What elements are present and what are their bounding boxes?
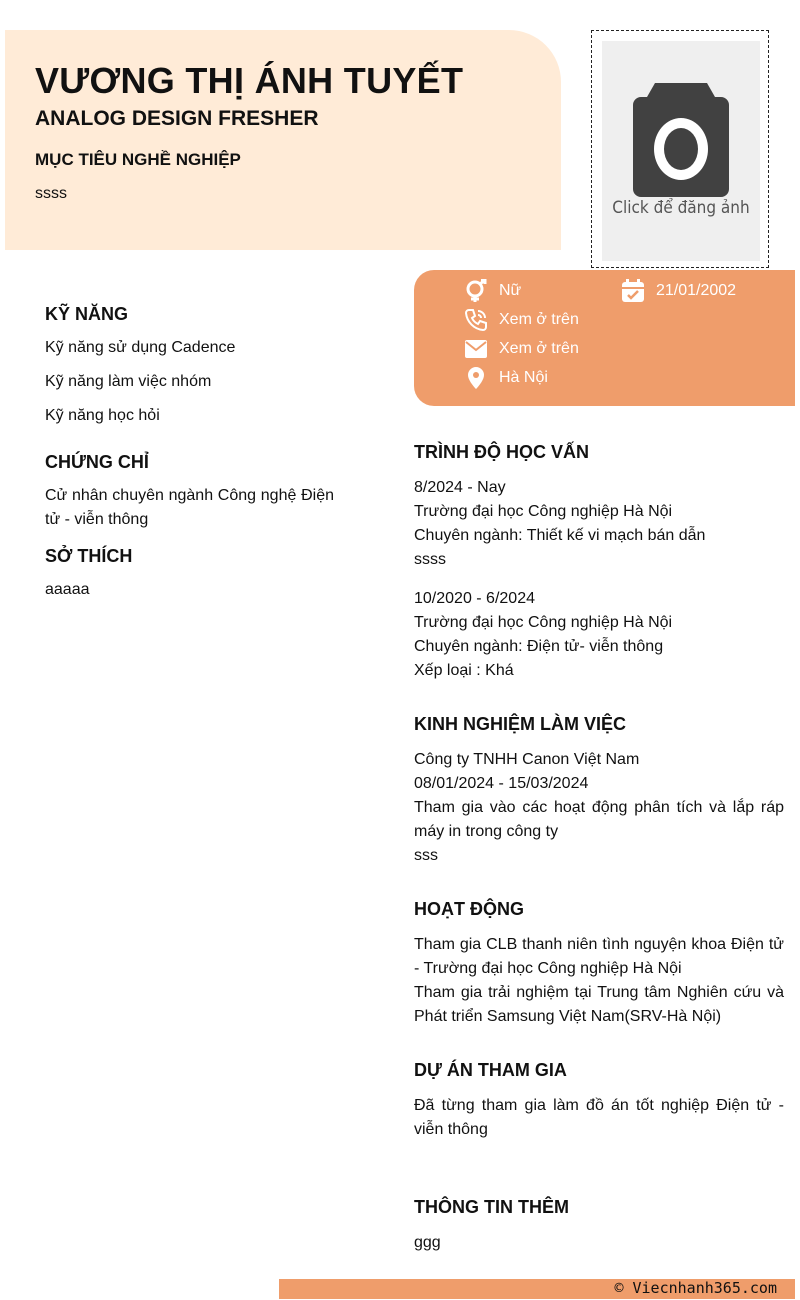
activity-item: Tham gia trải nghiệm tại Trung tâm Nghiên cứu và Phát triển Samsung Việt Nam(SRV-Hà Nội)	[414, 984, 784, 1025]
skill-item: Kỹ năng sử dụng Cadence	[45, 339, 236, 356]
hobbies-text: aaaaa	[45, 581, 90, 598]
map-pin-icon	[464, 366, 488, 390]
skills-heading: KỸ NĂNG	[45, 304, 129, 324]
activities-heading: HOẠT ĐỘNG	[414, 899, 524, 919]
objective-text: ssss	[35, 185, 67, 202]
education-major: Chuyên ngành: Thiết kế vi mạch bán dẫn	[414, 527, 706, 544]
photo-upload-button[interactable]	[602, 41, 760, 261]
extra-info-text: ggg	[414, 1234, 441, 1251]
gender-value: Nữ	[499, 282, 522, 299]
phone-row	[464, 308, 579, 332]
skill-item: Kỹ năng làm việc nhóm	[45, 373, 212, 390]
calendar-icon	[621, 279, 645, 303]
photo-frame	[591, 30, 769, 268]
education-major: Chuyên ngành: Điện tử- viễn thông	[414, 638, 664, 655]
phone-icon	[464, 308, 488, 332]
email-row	[464, 337, 579, 361]
extra-info-heading: THÔNG TIN THÊM	[414, 1197, 569, 1217]
experience-description: Tham gia vào các hoạt động phân tích và lắp ráp máy in trong công ty	[414, 799, 784, 840]
address-row	[464, 366, 548, 390]
personal-info-panel	[414, 270, 795, 406]
header-panel	[5, 30, 561, 250]
skill-item: Kỹ năng học hỏi	[45, 407, 160, 424]
education-school: Trường đại học Công nghiệp Hà Nội	[414, 614, 673, 631]
education-note: ssss	[414, 551, 446, 568]
copyright-text: © Viecnhanh365.com	[614, 1279, 777, 1297]
phone-value: Xem ở trên	[499, 311, 579, 328]
project-text: Đã từng tham gia làm đồ án tốt nghiệp Điện tử - viễn thông	[414, 1097, 784, 1138]
email-value: Xem ở trên	[499, 340, 579, 357]
footer-bar	[279, 1279, 795, 1299]
candidate-name: VƯƠNG THỊ ÁNH TUYẾT	[35, 60, 464, 101]
education-note: Xếp loại : Khá	[414, 662, 514, 679]
education-heading: TRÌNH ĐỘ HỌC VẤN	[414, 442, 589, 462]
hobbies-heading: SỞ THÍCH	[45, 546, 133, 566]
gender-icon	[464, 279, 488, 303]
photo-upload-label: Click để đăng ảnh	[612, 198, 750, 218]
education-school: Trường đại học Công nghiệp Hà Nội	[414, 503, 673, 520]
objective-heading: MỤC TIÊU NGHỀ NGHIỆP	[35, 150, 241, 169]
envelope-icon	[464, 337, 488, 361]
birthday-row	[621, 279, 736, 303]
projects-heading: DỰ ÁN THAM GIA	[414, 1060, 567, 1080]
experience-company: Công ty TNHH Canon Việt Nam	[414, 751, 640, 768]
experience-heading: KINH NGHIỆM LÀM VIỆC	[414, 714, 627, 734]
experience-note: sss	[414, 847, 438, 864]
education-period: 10/2020 - 6/2024	[414, 590, 535, 607]
activity-item: Tham gia CLB thanh niên tình nguyện khoa Điện tử - Trường đại học Công nghiệp Hà Nội	[414, 936, 784, 977]
birthday-value: 21/01/2002	[656, 282, 737, 299]
address-value: Hà Nội	[499, 369, 548, 386]
experience-period: 08/01/2024 - 15/03/2024	[414, 775, 589, 792]
certificates-heading: CHỨNG CHỈ	[45, 452, 149, 472]
certificate-text: Cử nhân chuyên ngành Công nghệ Điện tử - viễn thông	[45, 487, 334, 528]
gender-row	[464, 279, 521, 303]
job-position: ANALOG DESIGN FRESHER	[35, 107, 319, 130]
education-period: 8/2024 - Nay	[414, 479, 506, 496]
camera-icon	[633, 83, 729, 197]
